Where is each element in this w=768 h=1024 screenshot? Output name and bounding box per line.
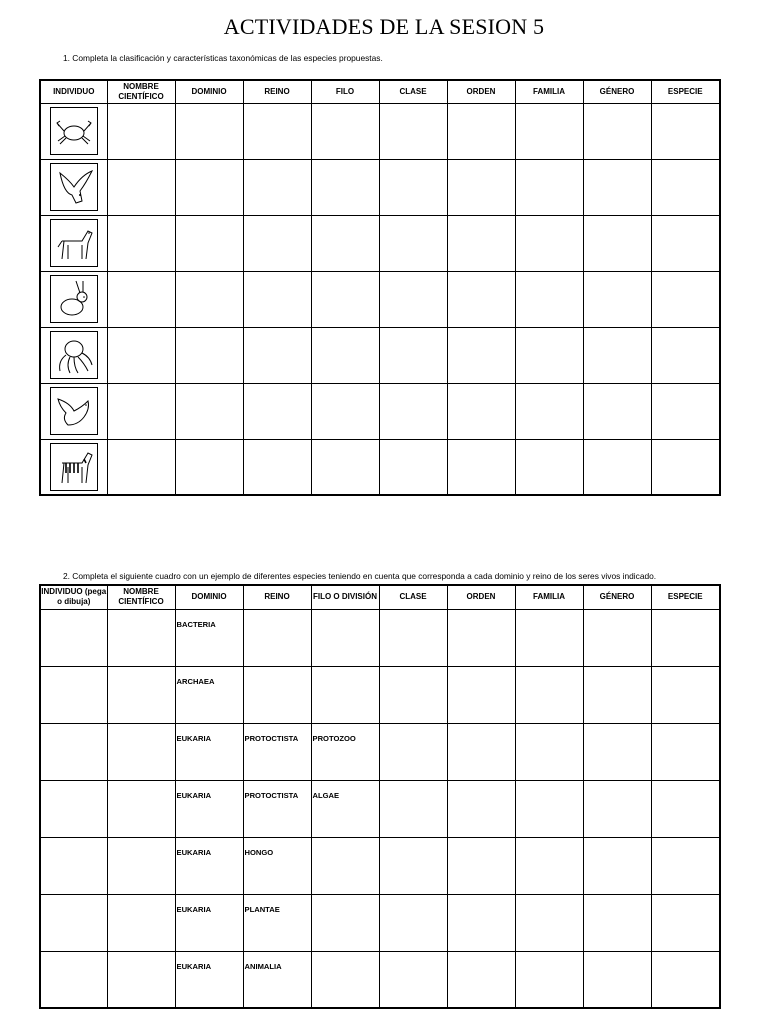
instruction-2: 2. Completa el siguiente cuadro con un ejemplo de diferentes especies teniendo en cuenta que corresponda a cada dominio y reino de los seres vivos indicado. [63,571,657,581]
table-cell[interactable] [583,215,651,271]
dominio-value: EUKARIA [176,790,212,800]
table-cell[interactable] [175,327,243,383]
table-cell[interactable] [243,894,311,951]
table-cell[interactable] [651,894,720,951]
table-cell[interactable] [379,439,447,495]
table-cell[interactable] [515,837,583,894]
table-cell[interactable] [175,894,243,951]
table-cell[interactable] [515,951,583,1008]
table2-header-2: DOMINIO [175,585,243,609]
table2-header-3: REINO [243,585,311,609]
table-cell[interactable] [107,215,175,271]
filo-value [312,667,379,677]
table-cell[interactable] [379,837,447,894]
table-cell[interactable] [40,723,107,780]
table-cell[interactable] [583,837,651,894]
table-cell[interactable] [311,383,379,439]
table-cell[interactable] [107,837,175,894]
table-cell[interactable] [243,723,311,780]
table1-header-5: CLASE [379,80,447,103]
table-cell[interactable] [583,159,651,215]
filo-value [312,838,379,848]
table-cell[interactable] [311,723,379,780]
table-row [40,666,720,723]
octopus-icon [50,331,98,379]
table-cell[interactable] [107,439,175,495]
table-cell[interactable] [583,271,651,327]
table-cell[interactable] [447,609,515,666]
table-cell[interactable] [107,327,175,383]
individuo-cell [40,383,107,439]
table-row [40,159,720,215]
table-cell[interactable] [583,383,651,439]
table1-header-1: NOMBRE CIENTÍFICO [107,80,175,103]
reino-value: ANIMALIA [244,961,282,971]
table-cell[interactable] [651,837,720,894]
taxonomy-table-1 [39,79,721,496]
table-cell[interactable] [311,894,379,951]
table-cell[interactable] [243,327,311,383]
table1-header-6: ORDEN [447,80,515,103]
table-cell[interactable] [243,666,311,723]
table-cell[interactable] [651,666,720,723]
table-cell[interactable] [515,271,583,327]
table-cell[interactable] [379,327,447,383]
table-cell[interactable] [583,103,651,159]
table-cell[interactable] [175,780,243,837]
table-cell[interactable] [583,780,651,837]
table-cell[interactable] [447,327,515,383]
table-cell[interactable] [243,837,311,894]
table-cell[interactable] [107,780,175,837]
table-cell[interactable] [447,666,515,723]
table-cell[interactable] [175,215,243,271]
table-cell[interactable] [243,271,311,327]
table1-header-2: DOMINIO [175,80,243,103]
table-cell[interactable] [515,215,583,271]
filo-value [312,610,379,620]
reino-value: PROTOCTISTA [244,790,299,800]
table-cell[interactable] [311,103,379,159]
table-cell[interactable] [515,383,583,439]
table-cell[interactable] [583,894,651,951]
individuo-cell [40,159,107,215]
table-cell[interactable] [651,271,720,327]
table-cell[interactable] [175,159,243,215]
table-cell[interactable] [175,609,243,666]
table-cell[interactable] [311,215,379,271]
dominio-value: BACTERIA [176,619,216,629]
reino-value: HONGO [244,847,274,857]
reino-value [244,610,311,620]
table-cell[interactable] [40,609,107,666]
dominio-value: EUKARIA [176,961,212,971]
table2-header-7: FAMILIA [515,585,583,609]
table-cell[interactable] [311,951,379,1008]
table-cell[interactable] [175,103,243,159]
table2-header-0: INDIVIDUO (pega o dibuja) [40,585,107,609]
table-cell[interactable] [515,723,583,780]
table-cell[interactable] [379,894,447,951]
table-cell[interactable] [447,780,515,837]
table-cell[interactable] [243,951,311,1008]
table-cell[interactable] [651,383,720,439]
table-row [40,215,720,271]
individuo-cell [40,327,107,383]
dove-icon [50,387,98,435]
table-cell[interactable] [515,159,583,215]
table-cell[interactable] [447,439,515,495]
table-cell[interactable] [311,439,379,495]
table2-header-5: CLASE [379,585,447,609]
table-cell[interactable] [311,666,379,723]
table-cell[interactable] [379,723,447,780]
filo-value [312,895,379,905]
table-cell[interactable] [515,327,583,383]
table-cell[interactable] [175,439,243,495]
dominio-value: EUKARIA [176,733,212,743]
table-cell[interactable] [40,780,107,837]
table-cell[interactable] [583,609,651,666]
table-cell[interactable] [243,383,311,439]
table-cell[interactable] [651,103,720,159]
filo-value: ALGAE [312,790,340,800]
table1-header-4: FILO [311,80,379,103]
table-cell[interactable] [243,609,311,666]
table-cell[interactable] [515,609,583,666]
table-cell[interactable] [379,215,447,271]
table-cell[interactable] [447,271,515,327]
table-cell[interactable] [107,159,175,215]
table-cell[interactable] [651,327,720,383]
table-cell[interactable] [107,951,175,1008]
table-cell[interactable] [515,103,583,159]
individuo-cell [40,215,107,271]
table-cell[interactable] [447,215,515,271]
table2-header-8: GÉNERO [583,585,651,609]
table-cell[interactable] [651,609,720,666]
table-cell[interactable] [447,894,515,951]
table-cell[interactable] [447,103,515,159]
table-cell[interactable] [583,327,651,383]
table-cell[interactable] [107,103,175,159]
instruction-1: 1. Completa la clasificación y características taxonómicas de las especies propuestas. [63,53,383,63]
page-title: ACTIVIDADES DE LA SESION 5 [223,14,545,39]
crab-icon [50,107,98,155]
table-cell[interactable] [379,383,447,439]
table1-header-7: FAMILIA [515,80,583,103]
individuo-cell [40,271,107,327]
table1-header-9: ESPECIE [651,80,720,103]
table-cell[interactable] [40,666,107,723]
dominio-value: EUKARIA [176,847,212,857]
table-cell[interactable] [243,780,311,837]
eagle-icon [50,163,98,211]
table-cell[interactable] [107,894,175,951]
individuo-cell [40,103,107,159]
taxonomy-table-2 [39,584,721,1009]
rabbit-icon [50,275,98,323]
table-row [40,780,720,837]
table-row [40,837,720,894]
reino-value [244,667,311,677]
table-cell[interactable] [651,951,720,1008]
table1-header-0: INDIVIDUO [40,80,107,103]
table-cell[interactable] [311,327,379,383]
table-cell[interactable] [583,951,651,1008]
table-cell[interactable] [311,159,379,215]
table-cell[interactable] [447,383,515,439]
table1-header-8: GÉNERO [583,80,651,103]
table-cell[interactable] [447,837,515,894]
table-cell[interactable] [40,837,107,894]
table-cell[interactable] [651,723,720,780]
table-cell[interactable] [515,439,583,495]
table-cell[interactable] [40,951,107,1008]
table-cell[interactable] [651,780,720,837]
table-cell[interactable] [107,666,175,723]
table-cell[interactable] [379,103,447,159]
table-row [40,609,720,666]
table-cell[interactable] [175,723,243,780]
table-row [40,439,720,495]
table-cell[interactable] [311,271,379,327]
reino-value: PROTOCTISTA [244,733,299,743]
table-cell[interactable] [243,439,311,495]
table-cell[interactable] [175,271,243,327]
table-row [40,103,720,159]
table-cell[interactable] [515,894,583,951]
table-cell[interactable] [40,894,107,951]
filo-value: PROTOZOO [312,733,356,743]
table-cell[interactable] [447,159,515,215]
table2-header-9: ESPECIE [651,585,720,609]
table2-header-1: NOMBRE CIENTÍFICO [107,585,175,609]
table-row [40,951,720,1008]
table-cell[interactable] [447,723,515,780]
table-cell[interactable] [379,609,447,666]
table-cell[interactable] [311,780,379,837]
table-cell[interactable] [243,215,311,271]
table-cell[interactable] [583,723,651,780]
table-cell[interactable] [311,609,379,666]
table-cell[interactable] [379,951,447,1008]
table-cell[interactable] [107,723,175,780]
table-cell[interactable] [651,159,720,215]
table2-header-6: ORDEN [447,585,515,609]
table-cell[interactable] [243,159,311,215]
table-cell[interactable] [515,780,583,837]
horse-icon [50,219,98,267]
table-row [40,383,720,439]
table-cell[interactable] [379,159,447,215]
table-cell[interactable] [379,666,447,723]
zebra-icon [50,443,98,491]
table-cell[interactable] [107,383,175,439]
table-cell[interactable] [651,215,720,271]
individuo-cell [40,439,107,495]
reino-value: PLANTAE [244,904,280,914]
table-cell[interactable] [107,609,175,666]
table-cell[interactable] [175,951,243,1008]
dominio-value: ARCHAEA [176,676,215,686]
table-row [40,271,720,327]
table-cell[interactable] [515,666,583,723]
table-cell[interactable] [651,439,720,495]
filo-value [312,952,379,962]
table-cell[interactable] [379,271,447,327]
table-row [40,894,720,951]
dominio-value: EUKARIA [176,904,212,914]
table-cell[interactable] [175,383,243,439]
table2-header-4: FILO O DIVISIÓN [311,585,379,609]
table-cell[interactable] [175,666,243,723]
table-cell[interactable] [243,103,311,159]
table-cell[interactable] [583,666,651,723]
table-cell[interactable] [107,271,175,327]
table-cell[interactable] [379,780,447,837]
table-cell[interactable] [447,951,515,1008]
table-row [40,327,720,383]
table-row [40,723,720,780]
table-cell[interactable] [583,439,651,495]
table1-header-3: REINO [243,80,311,103]
table-cell[interactable] [175,837,243,894]
table-cell[interactable] [311,837,379,894]
